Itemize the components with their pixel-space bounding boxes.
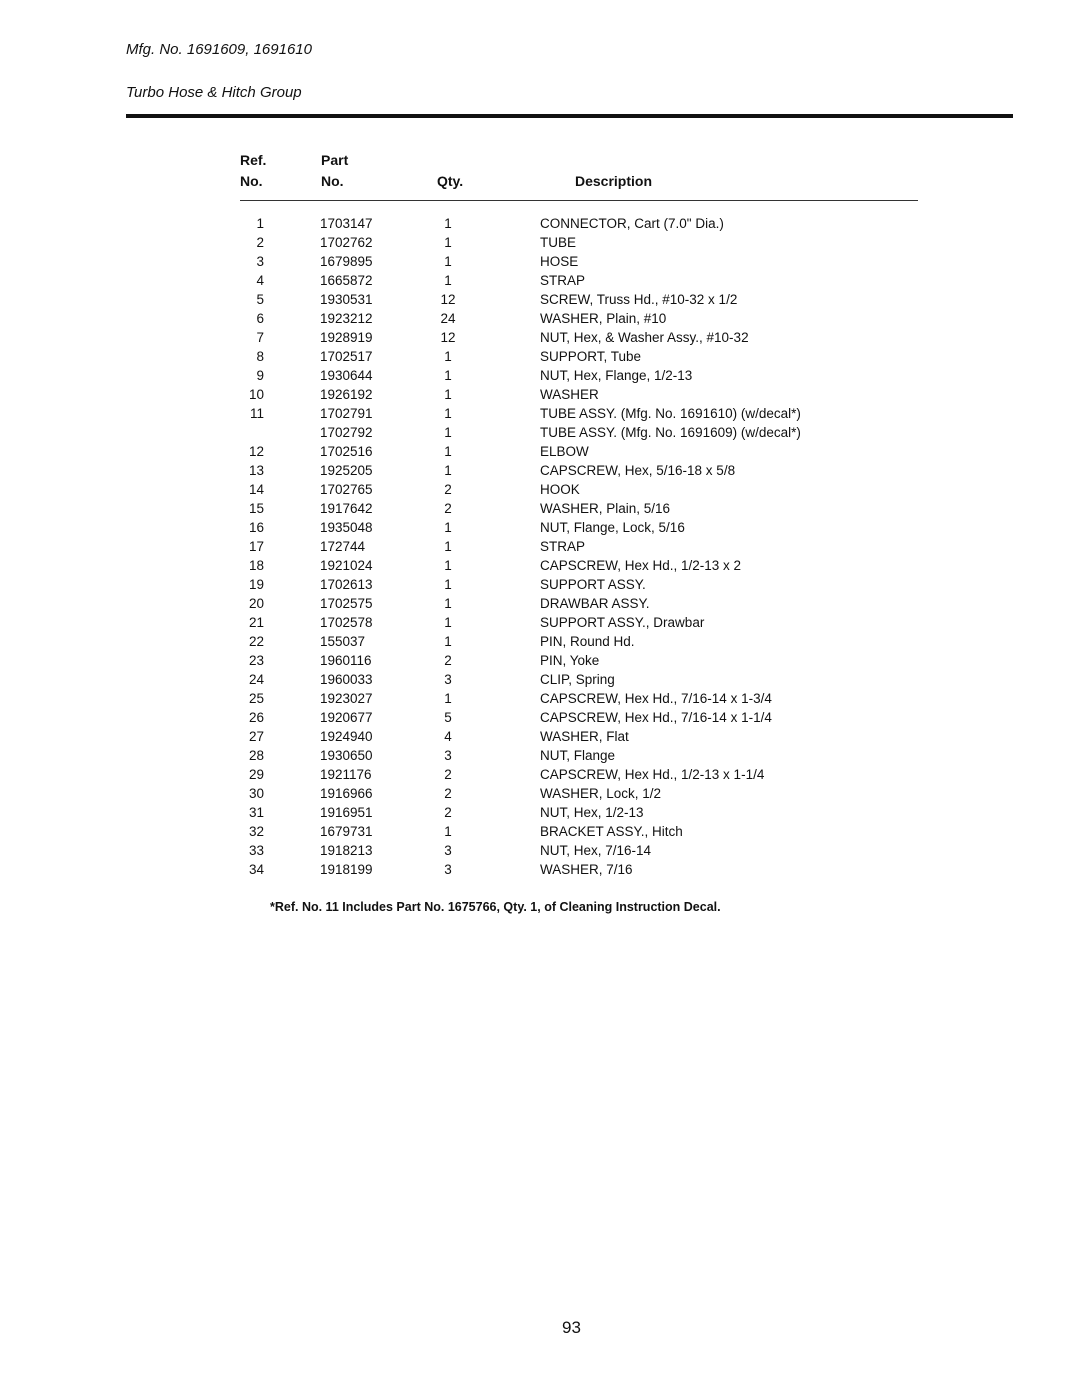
ref-no: 1 [256,216,264,231]
ref-no: 4 [256,273,264,288]
quantity: 1 [444,444,452,459]
ref-no: 9 [256,368,264,383]
quantity: 3 [444,672,452,687]
table-row [0,824,1080,843]
description: CAPSCREW, Hex, 5/16-18 x 5/8 [540,463,736,478]
part-no: 1930644 [320,368,373,383]
quantity: 2 [444,767,452,782]
part-no: 1702613 [320,577,373,592]
quantity: 1 [444,254,452,269]
description: NUT, Hex, Flange, 1/2-13 [540,368,693,383]
quantity: 3 [444,748,452,763]
description: CLIP, Spring [540,672,615,687]
part-no: 1702517 [320,349,373,364]
quantity: 1 [444,273,452,288]
description: STRAP [540,539,586,554]
description: PIN, Round Hd. [540,634,635,649]
ref-no: 16 [248,520,264,535]
ref-no: 33 [248,843,264,858]
ref-no: 25 [248,691,264,706]
ref-no: 32 [248,824,264,839]
description-header: Description [575,173,653,189]
description: SUPPORT ASSY. [540,577,646,592]
table-row [0,330,1080,349]
quantity: 1 [444,520,452,535]
table-row [0,482,1080,501]
ref-no: 21 [248,615,264,630]
part-no: 1917642 [320,501,373,516]
description: HOSE [540,254,579,269]
part-no: 1923212 [320,311,373,326]
part-no: 1702765 [320,482,373,497]
ref-no: 2 [256,235,264,250]
quantity: 1 [444,596,452,611]
table-row [0,691,1080,710]
part-no: 1960033 [320,672,373,687]
part-no: 1702578 [320,615,373,630]
part-no: 1930650 [320,748,373,763]
description: ELBOW [540,444,589,459]
ref-no: 29 [248,767,264,782]
quantity: 24 [440,311,456,326]
table-row [0,368,1080,387]
ref-no: 7 [256,330,264,345]
part-no: 1930531 [320,292,373,307]
quantity: 1 [444,539,452,554]
quantity: 12 [440,292,456,307]
table-row [0,425,1080,444]
description: WASHER, Plain, 5/16 [540,501,671,516]
description: CAPSCREW, Hex Hd., 7/16-14 x 1-1/4 [540,710,772,725]
description: TUBE ASSY. (Mfg. No. 1691610) (w/decal*) [540,406,801,421]
table-row [0,577,1080,596]
table-row [0,843,1080,862]
description: WASHER, 7/16 [540,862,633,877]
ref-no: 17 [248,539,264,554]
description: BRACKET ASSY., Hitch [540,824,683,839]
description: CAPSCREW, Hex Hd., 7/16-14 x 1-3/4 [540,691,772,706]
description: TUBE [540,235,577,250]
table-row [0,501,1080,520]
table-row [0,634,1080,653]
table-row [0,387,1080,406]
quantity: 1 [444,425,452,440]
description: NUT, Flange [540,748,616,763]
description: SCREW, Truss Hd., #10-32 x 1/2 [540,292,738,307]
description: SUPPORT, Tube [540,349,642,364]
ref-no: 6 [256,311,264,326]
description: WASHER [540,387,599,402]
part-no: 1702575 [320,596,373,611]
ref-no: 11 [249,406,264,421]
ref-header-line1: Ref. [240,152,267,168]
table-row [0,786,1080,805]
table-row [0,235,1080,254]
description: CAPSCREW, Hex Hd., 1/2-13 x 1-1/4 [540,767,765,782]
quantity: 1 [444,824,452,839]
description: SUPPORT ASSY., Drawbar [540,615,705,630]
ref-no: 31 [248,805,264,820]
description: TUBE ASSY. (Mfg. No. 1691609) (w/decal*) [540,425,801,440]
description: HOOK [540,482,580,497]
quantity: 1 [444,216,452,231]
part-no: 155037 [320,634,366,649]
column-header-rule [240,200,918,201]
part-no: 172744 [320,539,366,554]
ref-no: 24 [248,672,264,687]
part-no: 1921176 [320,767,372,782]
table-row [0,406,1080,425]
table-row [0,216,1080,235]
part-no: 1921024 [320,558,373,573]
ref-header-line2: No. [240,173,263,189]
table-row [0,748,1080,767]
part-no: 1679731 [320,824,373,839]
description: CAPSCREW, Hex Hd., 1/2-13 x 2 [540,558,742,573]
part-header-line1: Part [321,152,349,168]
quantity: 2 [444,482,452,497]
part-no: 1703147 [320,216,373,231]
part-no: 1702792 [320,425,373,440]
table-row [0,444,1080,463]
part-no: 1926192 [320,387,373,402]
quantity: 2 [444,805,452,820]
model-number-heading: Mfg. No. 1691609, 1691610 [126,41,312,58]
quantity: 1 [444,558,452,573]
quantity: 1 [444,368,452,383]
table-row [0,672,1080,691]
part-no: 1918199 [320,862,373,877]
page-number: 93 [562,1318,581,1337]
ref-no: 3 [256,254,264,269]
part-no: 1916951 [320,805,373,820]
table-row [0,767,1080,786]
part-no: 1702791 [320,406,373,421]
table-row [0,862,1080,881]
quantity: 3 [444,862,452,877]
ref-no: 26 [248,710,264,725]
qty-header: Qty. [437,173,464,189]
table-row [0,805,1080,824]
quantity: 1 [444,349,452,364]
quantity: 1 [444,463,452,478]
table-row [0,311,1080,330]
table-row [0,729,1080,748]
quantity: 2 [444,786,452,801]
description: DRAWBAR ASSY. [540,596,650,611]
table-row [0,273,1080,292]
description: STRAP [540,273,586,288]
quantity: 2 [444,501,452,516]
ref-no: 27 [248,729,264,744]
description: NUT, Hex, 7/16-14 [540,843,652,858]
description: PIN, Yoke [540,653,600,668]
table-row [0,596,1080,615]
ref-no: 13 [248,463,264,478]
ref-no: 14 [248,482,264,497]
description: NUT, Hex, & Washer Assy., #10-32 [540,330,749,345]
part-no: 1923027 [320,691,373,706]
footnote: *Ref. No. 11 Includes Part No. 1675766, Qty. 1, of Cleaning Instruction Decal. [270,900,721,914]
part-no: 1702762 [320,235,373,250]
description: WASHER, Flat [540,729,629,744]
ref-no: 19 [248,577,264,592]
quantity: 1 [444,634,452,649]
table-row [0,539,1080,558]
header-rule [126,114,1013,118]
group-title: Turbo Hose & Hitch Group [126,84,302,101]
part-header-line2: No. [321,173,344,189]
ref-no: 12 [248,444,264,459]
quantity: 1 [444,691,452,706]
quantity: 1 [444,387,452,402]
table-row [0,653,1080,672]
ref-no: 5 [256,292,264,307]
part-no: 1665872 [320,273,373,288]
quantity: 1 [444,577,452,592]
part-no: 1925205 [320,463,373,478]
ref-no: 18 [248,558,264,573]
part-no: 1920677 [320,710,373,725]
ref-no: 22 [248,634,264,649]
table-row [0,615,1080,634]
table-row [0,292,1080,311]
table-row [0,349,1080,368]
quantity: 2 [444,653,452,668]
part-no: 1924940 [320,729,373,744]
quantity: 5 [444,710,452,725]
quantity: 1 [444,235,452,250]
quantity: 4 [444,729,452,744]
description: WASHER, Plain, #10 [540,311,667,326]
ref-no: 30 [248,786,264,801]
table-row [0,520,1080,539]
table-row [0,558,1080,577]
quantity: 1 [444,406,452,421]
quantity: 1 [444,615,452,630]
part-no: 1702516 [320,444,373,459]
ref-no: 28 [248,748,264,763]
ref-no: 8 [256,349,264,364]
part-no: 1916966 [320,786,373,801]
quantity: 3 [444,843,452,858]
part-no: 1918213 [320,843,373,858]
ref-no: 10 [248,387,264,402]
part-no: 1928919 [320,330,373,345]
table-row [0,710,1080,729]
part-no: 1679895 [320,254,373,269]
ref-no: 15 [248,501,264,516]
ref-no: 23 [248,653,264,668]
ref-no: 34 [248,862,264,877]
table-row [0,254,1080,273]
table-row [0,463,1080,482]
description: CONNECTOR, Cart (7.0" Dia.) [540,216,724,231]
description: NUT, Hex, 1/2-13 [540,805,644,820]
quantity: 12 [440,330,456,345]
part-no: 1935048 [320,520,373,535]
part-no: 1960116 [320,653,372,668]
description: WASHER, Lock, 1/2 [540,786,662,801]
description: NUT, Flange, Lock, 5/16 [540,520,685,535]
ref-no: 20 [248,596,264,611]
